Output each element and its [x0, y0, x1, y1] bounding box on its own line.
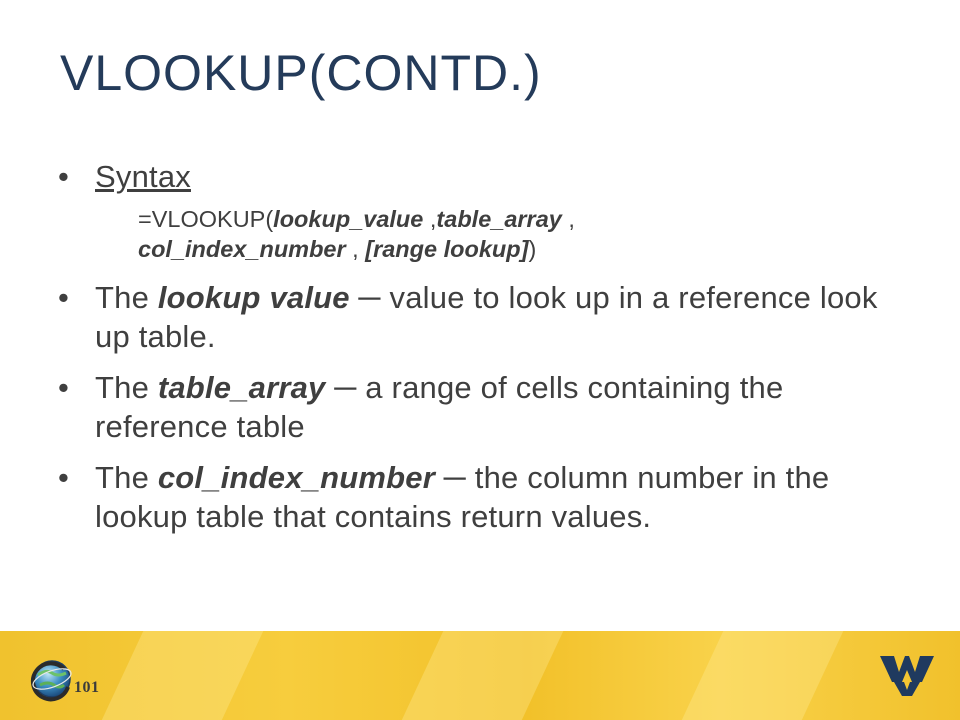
syntax-arg-lookup-value: lookup_value [273, 206, 424, 232]
term-table-array: table_array [157, 370, 326, 405]
globe-logo-icon [28, 655, 118, 703]
bullet-col-index-number [58, 458, 918, 536]
bullet-text: value to look up in a reference look up table. [95, 280, 878, 354]
slide-title: VLOOKUP(CONTD.) [60, 45, 542, 101]
syntax-line-1 [58, 204, 918, 234]
em-dash: ─ [349, 280, 390, 315]
syntax-heading: Syntax [95, 159, 191, 194]
flying-wv-logo-icon [878, 652, 936, 698]
syntax-prefix: =VLOOKUP( [138, 206, 274, 232]
syntax-arg-range-lookup: [range lookup] [365, 236, 529, 262]
bullet-text: the column number in the lookup table that contains return values. [95, 460, 830, 534]
term-lookup-value: lookup value [157, 280, 350, 315]
slide-body [58, 157, 918, 536]
footer-stripe [667, 631, 852, 720]
footer-stripe [387, 631, 572, 720]
bullet-prefix: The [95, 280, 158, 315]
bullet-lookup-value [58, 278, 918, 356]
bullet-text: a range of cells containing the reference table [95, 370, 784, 444]
bullet-prefix: The [95, 460, 158, 495]
em-dash: ─ [325, 370, 366, 405]
syntax-separator: , [423, 206, 437, 232]
em-dash: ─ [434, 460, 475, 495]
syntax-separator: , [561, 206, 575, 232]
syntax-suffix: ) [528, 236, 537, 262]
syntax-line-2 [58, 234, 918, 264]
bullet-syntax [58, 157, 918, 196]
syntax-separator: , [345, 236, 366, 262]
term-col-index-number: col_index_number [157, 460, 435, 495]
bullet-prefix: The [95, 370, 158, 405]
logo-text-101: 101 [74, 679, 100, 696]
footer-band [0, 631, 960, 720]
syntax-arg-table-array: table_array [436, 206, 562, 232]
bullet-table-array [58, 368, 918, 446]
syntax-arg-col-index-number: col_index_number [138, 236, 346, 262]
